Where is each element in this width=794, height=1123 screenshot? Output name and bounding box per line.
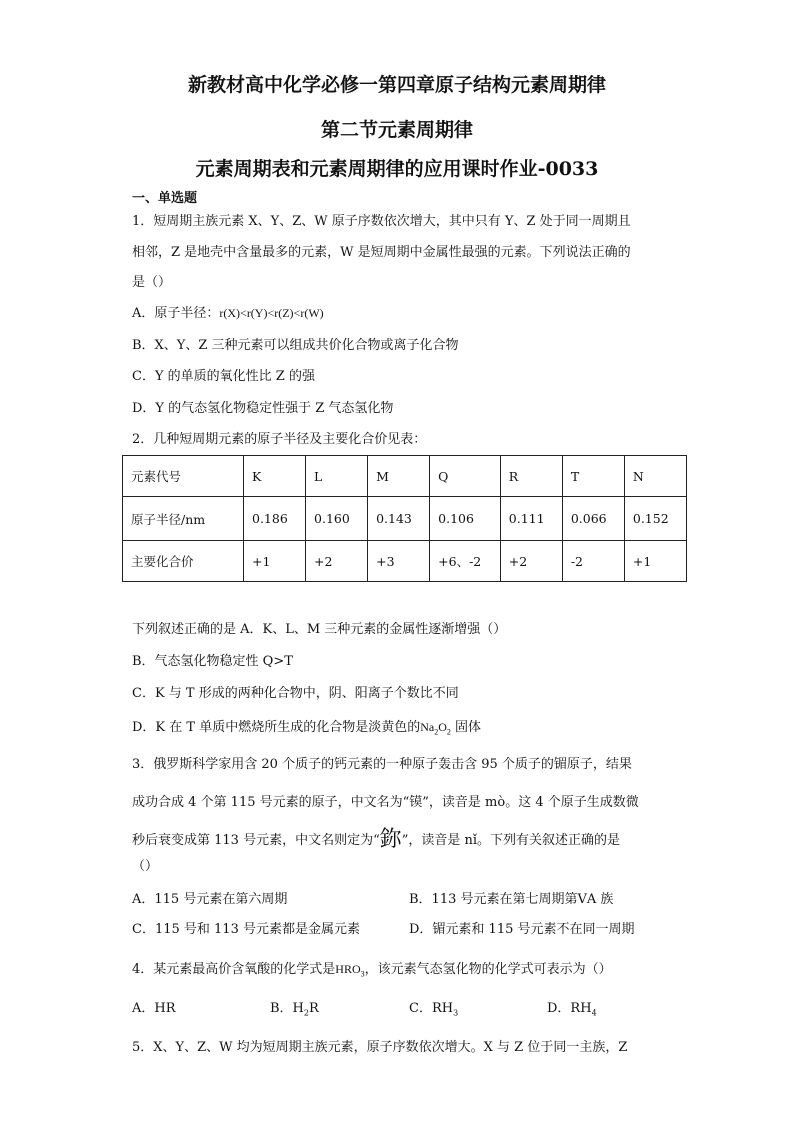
q1-option-a-label: A．原子半径： xyxy=(132,306,220,321)
table-cell: +3 xyxy=(368,541,430,582)
q4-stem-text: 4．某元素最高价含氧酸的化学式是 xyxy=(132,962,336,977)
table-row xyxy=(123,456,687,497)
q1-option-c: C．Y 的单质的氧化性比 Z 的强 xyxy=(132,369,315,384)
q3-option-a: A．115 号元素在第六周期 xyxy=(132,892,288,907)
q3-line-3 xyxy=(132,827,621,852)
q2-intro: 2．几种短周期元素的原子半径及主要化合价见表： xyxy=(132,432,427,447)
table-row xyxy=(123,497,687,541)
q4-stem-suffix: ，该元素气态氢化物的化学式可表示为（） xyxy=(364,962,612,977)
q3-option-d: D．镅元素和 115 号元素不在同一周期 xyxy=(409,922,635,937)
table-cell: 0.152 xyxy=(624,497,686,541)
q3-line-1: 3．俄罗斯科学家用含 20 个质子的钙元素的一种原子轰击含 95 个质子的镅原子，结果 xyxy=(132,757,632,772)
q2-option-b: B．气态氢化物稳定性 Q>T xyxy=(132,654,293,669)
q1-option-a-formula: r(X)<r(Y)<r(Z)<r(W) xyxy=(219,306,324,320)
table-cell: R xyxy=(500,456,562,497)
section-heading: 一、单选题 xyxy=(132,191,198,206)
table-cell: +1 xyxy=(624,541,686,582)
q4-option-c: C．$RH_3$ xyxy=(409,1001,459,1018)
element-table xyxy=(122,455,687,582)
title-3: 元素周期表和元素周期律的应用课时作业-0033 xyxy=(195,158,599,180)
q1-line-1: 1．短周期主族元素 X、Y、Z、W 原子序数依次增大，其中只有 Y、Z 处于同一周期且 xyxy=(132,214,631,229)
q4-option-d: D．$RH_4$ xyxy=(547,1001,597,1018)
table-cell: 0.143 xyxy=(368,497,430,541)
table-cell: 0.186 xyxy=(244,497,306,541)
table-cell: +2 xyxy=(500,541,562,582)
title-2: 第二节元素周期律 xyxy=(320,119,473,141)
q2-option-d-text: D．K 在 T 单质中燃烧所生成的化合物是淡黄色的 xyxy=(132,720,421,735)
table-cell: Q xyxy=(430,456,501,497)
table-cell: -2 xyxy=(562,541,624,582)
q3-option-c: C．115 号和 113 号元素都是金属元素 xyxy=(132,922,360,937)
q2-option-d-suffix: 固体 xyxy=(450,720,482,735)
q3-line-2: 成功合成 4 个第 115 号元素的原子，中文名为“镆”，读音是 mò。这 4 个原子生成数微 xyxy=(132,795,639,810)
table-cell: 0.160 xyxy=(306,497,368,541)
table-cell: 原子半径/nm xyxy=(123,497,244,541)
q1-option-d: D．Y 的气态氢化物稳定性强于 Z 气态氢化物 xyxy=(132,401,394,416)
table-cell: 元素代号 xyxy=(123,456,244,497)
q4-option-b: B．$H_2R$ xyxy=(270,1001,319,1018)
table-cell: M xyxy=(368,456,430,497)
q2-option-d xyxy=(132,719,481,740)
q3-option-b: B．113 号元素在第七周期第ⅤA 族 xyxy=(409,892,614,907)
title-1: 新教材高中化学必修一第四章原子结构元素周期律 xyxy=(187,74,606,96)
q3-line-3-text: 秒后衰变成第 113 号元素，中文名则定为“ xyxy=(132,833,380,848)
table-cell: +1 xyxy=(244,541,306,582)
q4-option-a: A．HR xyxy=(132,1001,176,1016)
q3-line-4: （） xyxy=(132,859,159,874)
q1-line-3: 是（） xyxy=(132,275,172,290)
q1-option-b: B．X、Y、Z 三种元素可以组成共价化合物或离子化合物 xyxy=(132,338,459,353)
q1-option-a xyxy=(132,305,324,322)
table-cell: +6、-2 xyxy=(430,541,501,582)
q1-line-2: 相邻，Z 是地壳中含量最多的元素，W 是短周期中金属性最强的元素。下列说法正确的 xyxy=(132,245,631,260)
q2-option-c: C．K 与 T 形成的两种化合物中，阴、阳离子个数比不同 xyxy=(132,686,459,701)
q5-line-1: 5．X、Y、Z、W 均为短周期主族元素，原子序数依次增大。X 与 Z 位于同一主族，Z xyxy=(132,1040,628,1055)
nihonium-char: 鉨 xyxy=(379,827,402,852)
na2o2-formula: $Na_2O_2$ xyxy=(420,720,451,737)
table-row xyxy=(123,541,687,582)
q3-line-3-suffix: ”，读音是 nǐ。下列有关叙述正确的是 xyxy=(401,833,621,848)
table-cell: +2 xyxy=(306,541,368,582)
table-cell: K xyxy=(244,456,306,497)
q2-option-a: 下列叙述正确的是 A．K、L、M 三种元素的金属性逐渐增强（） xyxy=(132,622,507,637)
table-cell: 0.111 xyxy=(500,497,562,541)
q4-stem xyxy=(132,961,612,982)
table-cell: L xyxy=(306,456,368,497)
table-cell: 0.066 xyxy=(562,497,624,541)
table-cell: T xyxy=(562,456,624,497)
table-cell: 主要化合价 xyxy=(123,541,244,582)
hro3-formula: $HRO_3$ xyxy=(335,962,365,979)
table-cell: N xyxy=(624,456,686,497)
table-cell: 0.106 xyxy=(430,497,501,541)
